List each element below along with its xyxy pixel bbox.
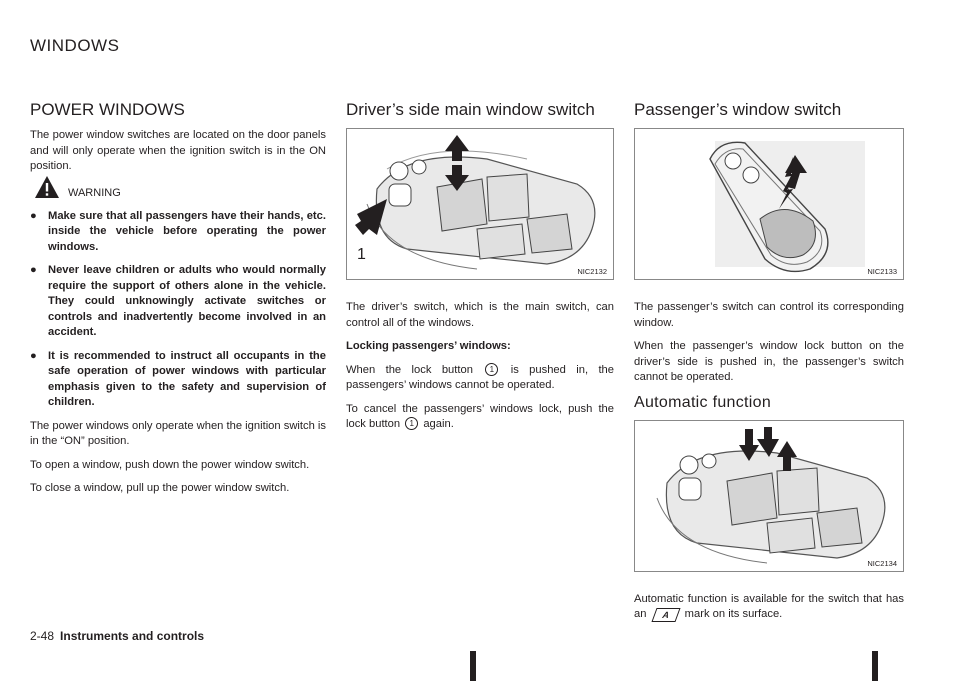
subheading: Locking passengers’ windows: xyxy=(346,340,511,352)
footer xyxy=(30,629,204,643)
callout-number: 1 xyxy=(357,246,366,263)
warning-item: ● Never leave children or adults who would normally require the support of others alone in the vehicle. They could unknowingly activate switches or controls and inadvertently become involved in an accident. xyxy=(30,264,326,338)
section-title: WINDOWS xyxy=(30,36,120,55)
body-paragraph: Automatic function is available for the switch that has an A mark on its surface. xyxy=(634,592,904,620)
warning-item: ● It is recommended to instruct all occupants in the safe operation of power windows with particular emphasis given to the safety and supervision of children. xyxy=(30,349,326,408)
passenger-switch-heading: Passenger’s window switch xyxy=(634,100,842,119)
warning-label: WARNING xyxy=(68,186,121,199)
footer-section-name: Instruments and controls xyxy=(60,629,205,643)
figure-id: NIC2134 xyxy=(867,558,897,568)
passenger-switch-illustration xyxy=(635,129,904,280)
driver-switch-illustration xyxy=(347,129,614,280)
warning-header xyxy=(30,187,326,201)
column-passenger-switch xyxy=(634,100,904,631)
body-paragraph: When the lock button 1 is pushed in, the passengers’ windows cannot be operated. xyxy=(346,363,614,391)
footer-page-number: 2-48 xyxy=(30,629,55,643)
crop-mark xyxy=(470,651,476,681)
body-paragraph: When the passenger’s window lock button on the driver’s side is pushed in, the passenger’s switch cannot be operated. xyxy=(634,340,904,383)
column-driver-switch xyxy=(346,100,614,441)
warning-triangle-icon xyxy=(34,175,60,199)
driver-switch-figure xyxy=(346,128,614,280)
warning-item: ● Make sure that all passengers have their hands, etc. inside the vehicle before operating the power windows. xyxy=(30,209,326,253)
body-paragraph: To cancel the passengers’ windows lock, push the lock button 1 again. xyxy=(346,402,614,430)
body-paragraph: The driver’s switch, which is the main switch, can control all of the windows. xyxy=(346,301,614,329)
callout-number: 1 xyxy=(405,417,418,430)
power-windows-heading: POWER WINDOWS xyxy=(30,100,185,119)
automatic-function-figure xyxy=(634,420,904,572)
passenger-switch-figure xyxy=(634,128,904,280)
body-paragraph: The power windows only operate when the ignition switch is in the “ON” position. xyxy=(30,419,327,447)
figure-id: NIC2133 xyxy=(867,267,897,276)
figure-id: NIC2132 xyxy=(577,267,607,276)
body-paragraph: To close a window, pull up the power window switch. xyxy=(30,482,290,494)
automatic-function-illustration xyxy=(635,421,904,572)
column-power-windows xyxy=(30,100,326,505)
driver-switch-heading: Driver’s side main window switch xyxy=(346,100,595,119)
intro-paragraph: The power window switches are located on the door panels and will only operate when the ignition switch is in the ON position. xyxy=(30,129,326,172)
a-mark-icon: A xyxy=(651,608,680,622)
automatic-function-heading: Automatic function xyxy=(634,393,772,411)
callout-number: 1 xyxy=(485,363,498,376)
body-paragraph: To open a window, push down the power window switch. xyxy=(30,458,310,471)
warning-list xyxy=(30,209,326,411)
crop-mark xyxy=(872,651,878,681)
body-paragraph: The passenger’s switch can control its corresponding window. xyxy=(634,301,904,329)
